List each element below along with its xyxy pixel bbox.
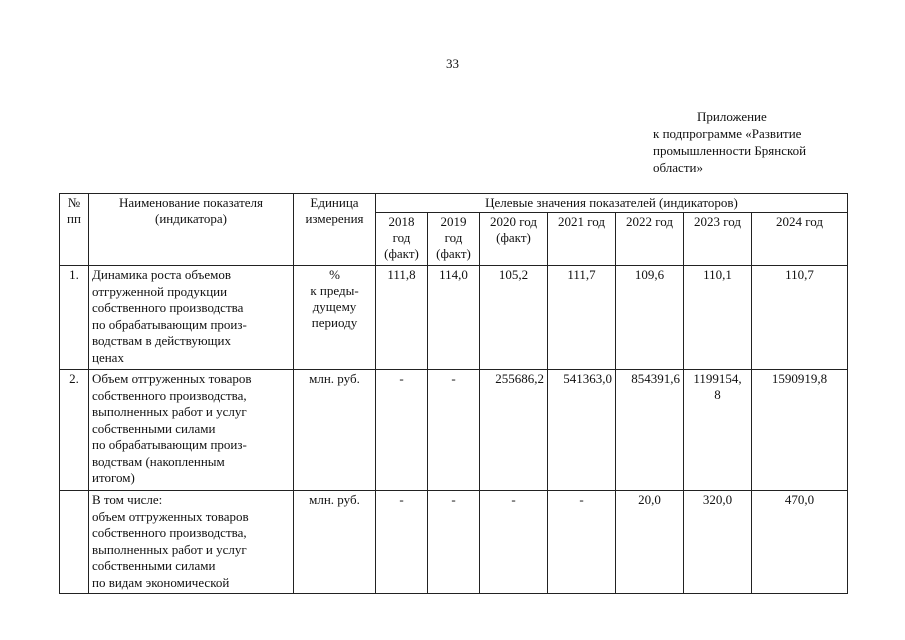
value-2021: - [548,491,616,594]
value-2018: - [376,370,428,491]
value-2021: 541363,0 [548,370,616,491]
value-2024: 470,0 [752,491,848,594]
row-number [60,491,89,594]
table-row [60,266,848,370]
value-2019: - [428,491,480,594]
value-2023: 320,0 [684,491,752,594]
header-year-2019: 2019 год (факт) [428,213,480,266]
unit-cell: млн. руб. [294,370,376,491]
value-2018: - [376,491,428,594]
value-2019: 114,0 [428,266,480,370]
value-2022: 109,6 [616,266,684,370]
appendix-note [653,108,806,176]
header-year-2020: 2020 год (факт) [480,213,548,266]
value-2019: - [428,370,480,491]
value-2023: 1199154, 8 [684,370,752,491]
header-unit: Единица измерения [294,194,376,266]
value-2021: 111,7 [548,266,616,370]
table-row [60,491,848,594]
value-2022: 20,0 [616,491,684,594]
indicators-table [59,193,848,594]
unit-cell: % к преды- дущему периоду [294,266,376,370]
appendix-line-3: промышленности Брянской [653,143,807,158]
value-2023: 110,1 [684,266,752,370]
header-target-values: Целевые значения показателей (индикаторов) [376,194,848,213]
row-number: 2. [60,370,89,491]
row-number: 1. [60,266,89,370]
value-2024: 1590919,8 [752,370,848,491]
page-number: 33 [446,56,459,71]
header-year-2018: 2018 год (факт) [376,213,428,266]
header-number: № пп [60,194,89,266]
indicator-name: В том числе: объем отгруженных товаров собственного производства, выполненных работ и услуг собственными силами по видам экономической [89,491,294,594]
value-2020: 105,2 [480,266,548,370]
indicator-name: Динамика роста объемов отгруженной продукции собственного производства по обрабатывающим произ- водствам в действующих ценах [89,266,294,370]
value-2018: 111,8 [376,266,428,370]
appendix-line-1: Приложение [697,109,767,124]
value-2022: 854391,6 [616,370,684,491]
table-row [60,370,848,491]
header-year-2022: 2022 год [616,213,684,266]
unit-cell: млн. руб. [294,491,376,594]
header-indicator-name: Наименование показателя (индикатора) [89,194,294,266]
header-year-2023: 2023 год [684,213,752,266]
appendix-line-4: области» [653,160,703,175]
value-2024: 110,7 [752,266,848,370]
header-year-2024: 2024 год [752,213,848,266]
indicator-name: Объем отгруженных товаров собственного производства, выполненных работ и услуг собственными силами по обрабатывающим произ- водствам (накопленным итогом) [89,370,294,491]
appendix-line-2: к подпрограмме «Развитие [653,126,802,141]
value-2020: - [480,491,548,594]
value-2020: 255686,2 [480,370,548,491]
header-year-2021: 2021 год [548,213,616,266]
